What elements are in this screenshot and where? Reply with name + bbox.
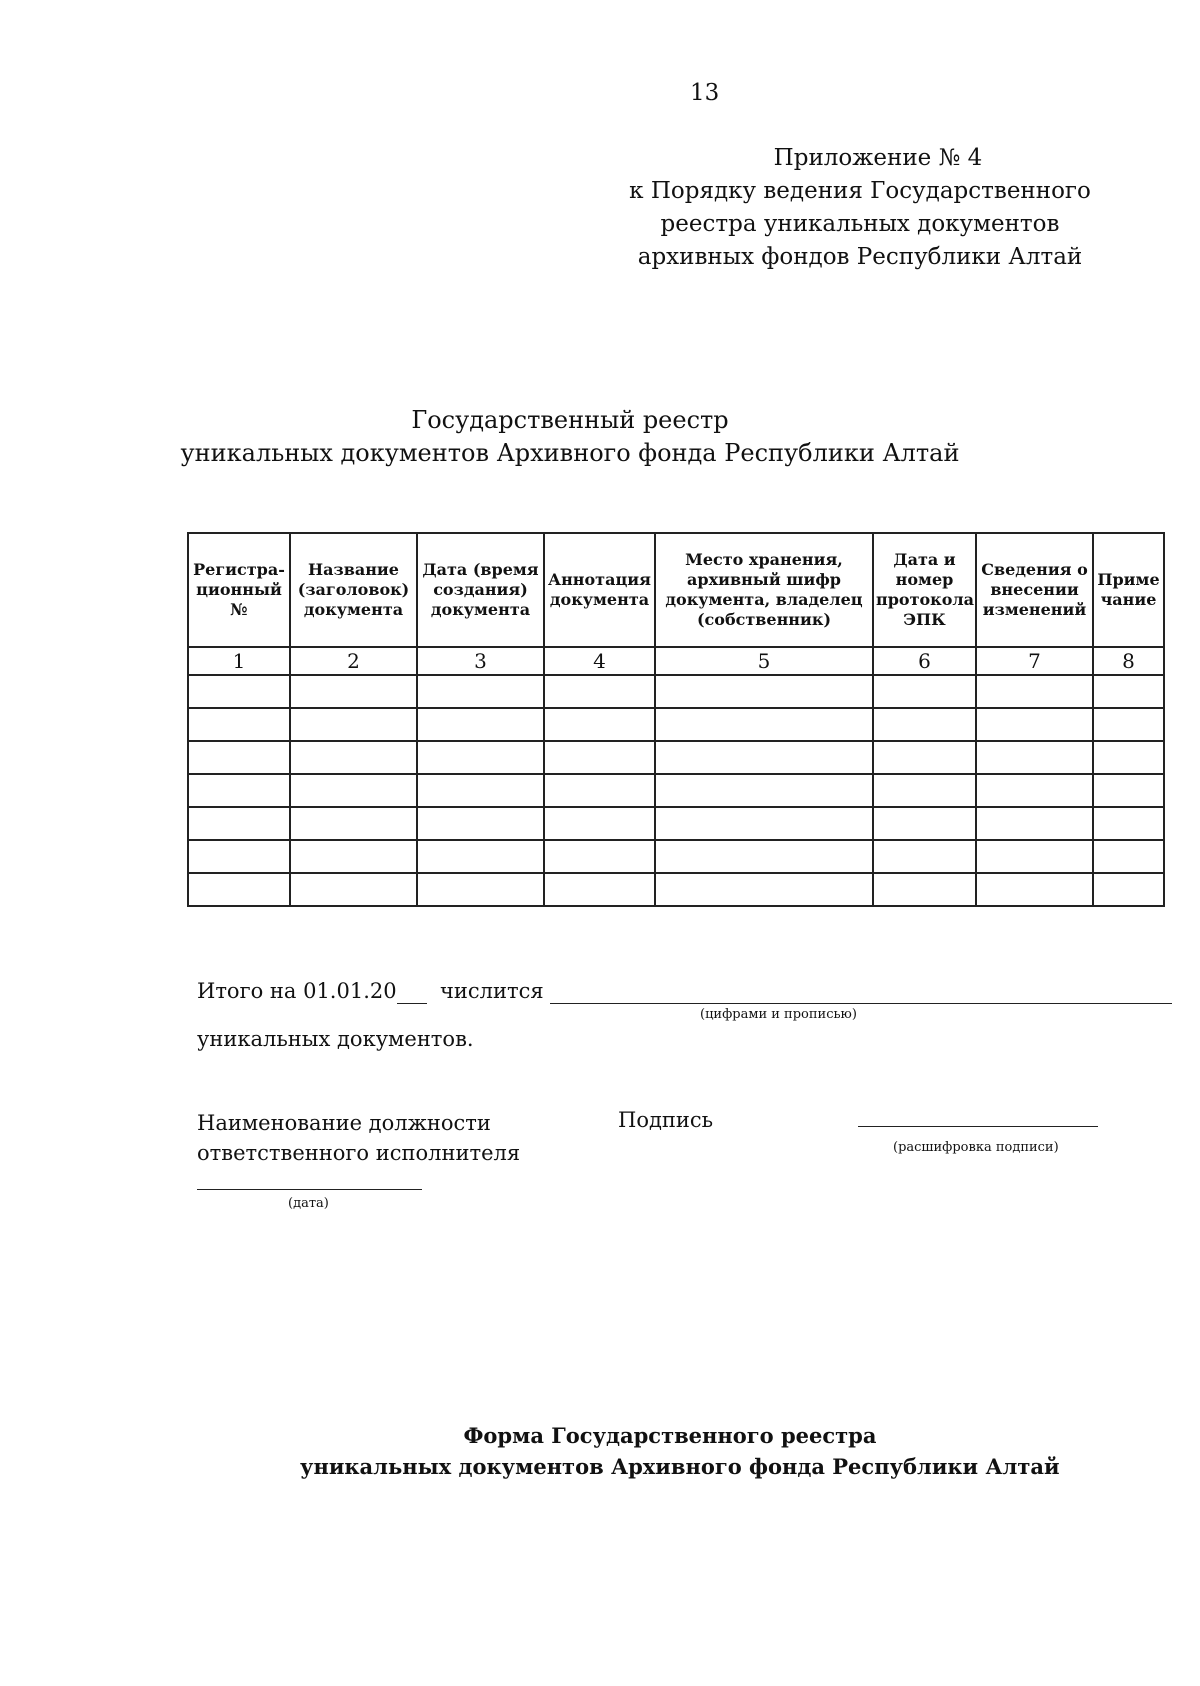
empty-cell <box>188 807 290 840</box>
empty-cell <box>188 675 290 708</box>
empty-cell <box>188 774 290 807</box>
empty-cell <box>188 873 290 906</box>
empty-cell <box>290 774 417 807</box>
total-middle: числится <box>439 979 544 1003</box>
empty-cell <box>417 873 544 906</box>
empty-cell <box>655 807 873 840</box>
column-number: 1 <box>188 647 290 675</box>
total-prefix: Итого на 01.01.20 <box>197 979 397 1003</box>
empty-cell <box>544 741 655 774</box>
position-line: ответственного исполнителя <box>197 1141 521 1165</box>
empty-cell <box>1093 840 1164 873</box>
empty-cell <box>655 774 873 807</box>
column-number: 3 <box>417 647 544 675</box>
year-blank <box>397 979 427 1004</box>
date-blank <box>197 1189 422 1190</box>
empty-cell <box>290 873 417 906</box>
empty-cell <box>655 873 873 906</box>
column-header-note: Приме чание <box>1093 533 1164 647</box>
count-blank <box>550 979 1172 1004</box>
empty-cell <box>417 741 544 774</box>
caption-line: уникальных документов Архивного фонда Республики Алтай <box>300 1454 1060 1479</box>
empty-cell <box>873 774 976 807</box>
empty-cell <box>188 840 290 873</box>
empty-cell <box>544 807 655 840</box>
appendix-line: архивных фондов Республики Алтай <box>637 244 1083 270</box>
empty-cell <box>188 708 290 741</box>
count-hint: (цифрами и прописью) <box>700 1007 857 1022</box>
empty-cell <box>290 675 417 708</box>
empty-registry-row <box>188 675 1164 708</box>
form-caption <box>300 1420 1060 1482</box>
empty-cell <box>655 708 873 741</box>
empty-cell <box>1093 873 1164 906</box>
empty-cell <box>1093 774 1164 807</box>
column-header-document-name: Название (заголовок) документа <box>290 533 417 647</box>
position-label <box>197 1108 520 1168</box>
empty-registry-row <box>188 741 1164 774</box>
appendix-line: к Порядку ведения Государственного <box>629 178 1091 204</box>
column-number: 8 <box>1093 647 1164 675</box>
signature-decoding-blank <box>858 1126 1098 1127</box>
empty-cell <box>976 708 1093 741</box>
empty-cell <box>290 840 417 873</box>
empty-cell <box>873 708 976 741</box>
empty-cell <box>544 840 655 873</box>
registry-table <box>187 532 1165 907</box>
column-number: 2 <box>290 647 417 675</box>
appendix-line: реестра уникальных документов <box>660 211 1060 237</box>
column-number: 6 <box>873 647 976 675</box>
empty-cell <box>976 774 1093 807</box>
empty-cell <box>417 840 544 873</box>
appendix-line: Приложение № 4 <box>773 145 983 171</box>
empty-cell <box>544 675 655 708</box>
empty-cell <box>1093 741 1164 774</box>
signature-label: Подпись <box>618 1108 714 1132</box>
date-hint: (дата) <box>288 1196 329 1211</box>
position-line: Наименование должности <box>197 1111 491 1135</box>
column-header-epk-protocol: Дата и номер протокола ЭПК <box>873 533 976 647</box>
empty-registry-row <box>188 708 1164 741</box>
empty-registry-row <box>188 840 1164 873</box>
total-tail: уникальных документов. <box>197 1027 474 1051</box>
empty-registry-row <box>188 774 1164 807</box>
empty-cell <box>873 873 976 906</box>
empty-cell <box>544 774 655 807</box>
empty-cell <box>290 708 417 741</box>
empty-cell <box>655 675 873 708</box>
caption-line: Форма Государственного реестра <box>463 1423 877 1448</box>
column-header-storage-place: Место хранения, архивный шифр документа, владелец (собственник) <box>655 533 873 647</box>
empty-cell <box>544 873 655 906</box>
empty-cell <box>655 840 873 873</box>
empty-cell <box>976 675 1093 708</box>
title-line: уникальных документов Архивного фонда Республики Алтай <box>180 439 960 467</box>
empty-registry-row <box>188 873 1164 906</box>
column-header-document-date: Дата (время создания) документа <box>417 533 544 647</box>
document-title <box>180 404 960 470</box>
empty-cell <box>873 807 976 840</box>
column-number: 4 <box>544 647 655 675</box>
total-line <box>197 979 1172 1004</box>
empty-cell <box>417 807 544 840</box>
column-header-registration-number: Регистра-ционный № <box>188 533 290 647</box>
empty-cell <box>1093 675 1164 708</box>
column-number: 7 <box>976 647 1093 675</box>
empty-cell <box>544 708 655 741</box>
empty-cell <box>976 741 1093 774</box>
empty-cell <box>290 741 417 774</box>
page-number: 13 <box>690 80 720 106</box>
empty-cell <box>417 708 544 741</box>
empty-cell <box>655 741 873 774</box>
title-line: Государственный реестр <box>411 406 729 434</box>
empty-cell <box>290 807 417 840</box>
empty-cell <box>1093 807 1164 840</box>
header-row <box>188 533 1164 647</box>
empty-cell <box>976 807 1093 840</box>
empty-cell <box>873 840 976 873</box>
empty-cell <box>188 741 290 774</box>
empty-cell <box>417 675 544 708</box>
column-number: 5 <box>655 647 873 675</box>
empty-cell <box>1093 708 1164 741</box>
empty-cell <box>976 873 1093 906</box>
empty-cell <box>417 774 544 807</box>
empty-cell <box>873 741 976 774</box>
empty-cell <box>976 840 1093 873</box>
empty-registry-row <box>188 807 1164 840</box>
appendix-heading <box>600 142 1120 274</box>
column-numbers-row <box>188 647 1164 675</box>
empty-cell <box>873 675 976 708</box>
column-header-annotation: Аннотация документа <box>544 533 655 647</box>
signature-decoding-hint: (расшифровка подписи) <box>893 1140 1059 1155</box>
column-header-changes: Сведения о внесении изменений <box>976 533 1093 647</box>
